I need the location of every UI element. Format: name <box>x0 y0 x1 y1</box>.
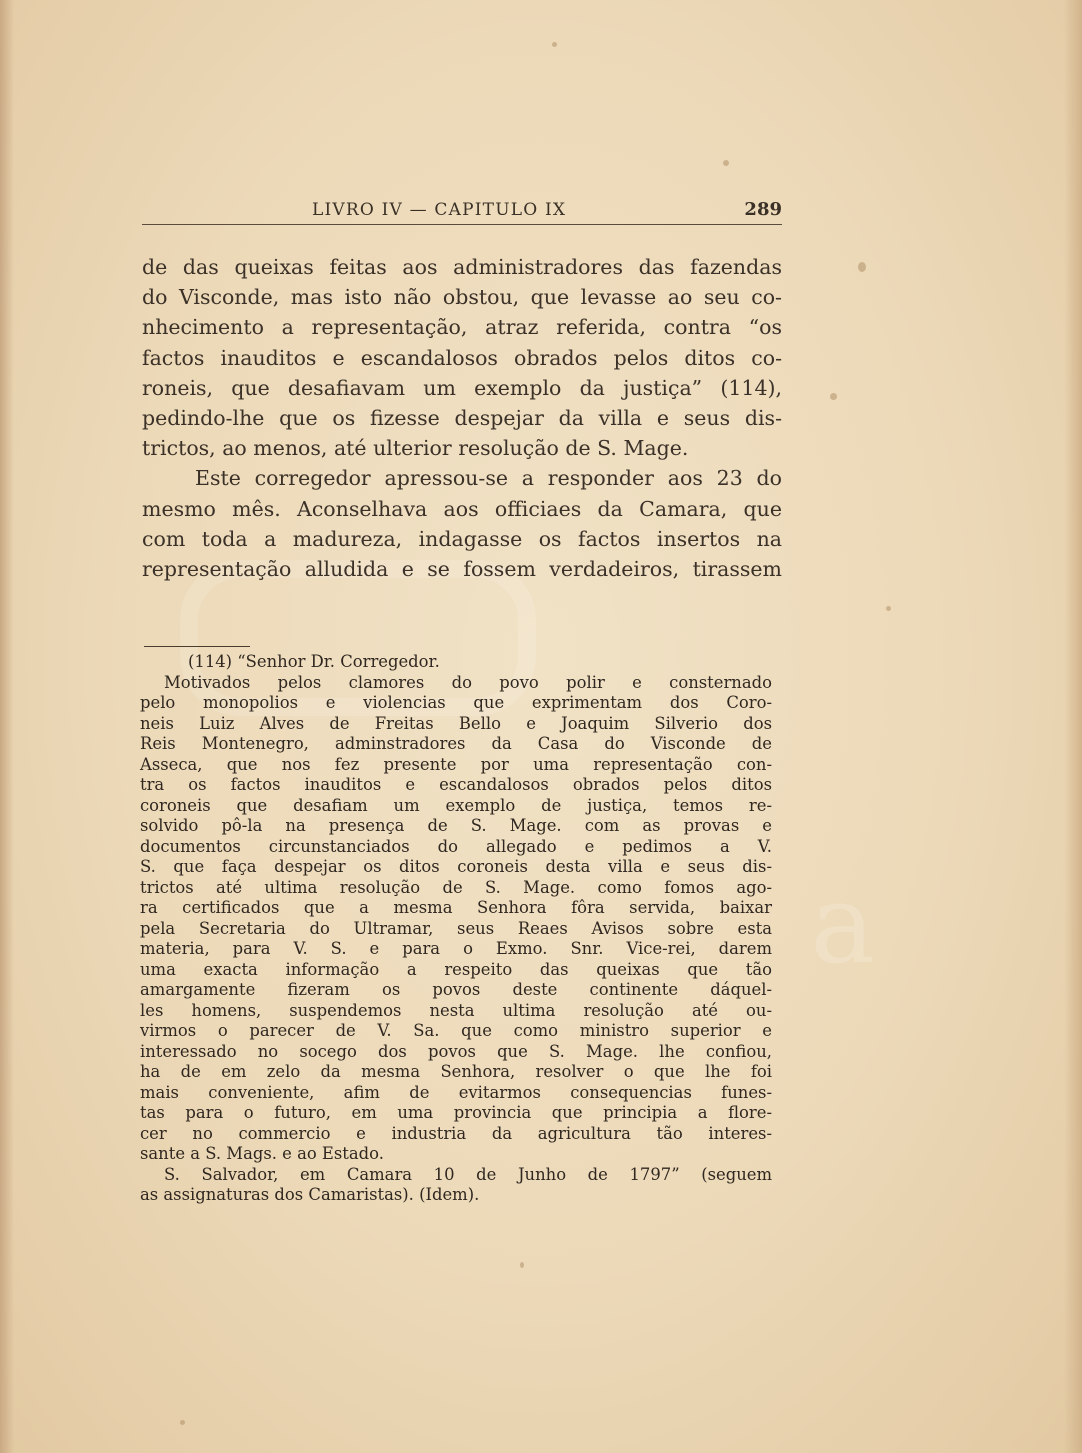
page-edge-left <box>0 0 14 1453</box>
body-line: factos inauditos e escandalosos obrados pelos ditos co- <box>142 345 782 370</box>
watermark-letter: a <box>810 860 876 988</box>
footnote-line: sante a S. Mags. e ao Estado. <box>140 1144 384 1163</box>
body-line: representação alludida e se fossem verdadeiros, tirassem <box>142 556 782 581</box>
body-line: do Visconde, mas isto não obstou, que levasse ao seu co- <box>142 285 782 310</box>
body-line: pedindo-lhe que os fizesse despejar da villa e seus dis- <box>142 405 782 430</box>
footnote-line: pelo monopolios e violencias que exprimentam dos Coro- <box>140 693 772 712</box>
footnote-line: Motivados pelos clamores do povo polir e consternado <box>164 672 772 692</box>
footnote-line: neis Luiz Alves de Freitas Bello e Joaquim Silverio dos <box>140 713 772 733</box>
page-edge-right <box>1064 0 1082 1453</box>
footnote-line: coroneis que desafiam um exemplo de justiça, temos re- <box>140 795 772 815</box>
footnote-114 <box>140 652 772 1206</box>
page-number: 289 <box>744 199 782 220</box>
paper-speck <box>886 606 891 611</box>
footnote-line: (114) “Senhor Dr. Corregedor. <box>188 652 440 671</box>
running-header <box>142 196 782 226</box>
footnote-line: as assignaturas dos Camaristas). (Idem). <box>140 1185 480 1204</box>
footnote-line: S. Salvador, em Camara 10 de Junho de 1797” (seguem <box>164 1164 772 1184</box>
footnote-line: solvido pô-la na presença de S. Mage. com as provas e <box>140 816 772 835</box>
footnote-line: mais conveniente, afim de evitarmos consequencias funes- <box>140 1082 772 1102</box>
footnote-line: pela Secretaria do Ultramar, seus Reaes Avisos sobre esta <box>140 918 772 938</box>
footnote-line: les homens, suspendemos nesta ultima resolução até ou- <box>140 1000 772 1020</box>
body-line: com toda a madureza, indagasse os factos insertos na <box>142 526 782 551</box>
footnote-line: tra os factos inauditos e escandalosos obrados pelos ditos <box>140 775 772 794</box>
paper-speck <box>552 42 557 47</box>
header-rule <box>142 224 782 225</box>
body-line: mesmo mês. Aconselhava aos officiaes da Camara, que <box>142 496 782 521</box>
footnote-line: Asseca, que nos fez presente por uma representação con- <box>140 754 772 774</box>
footnote-line: materia, para V. S. e para o Exmo. Snr. Vice-rei, darem <box>140 939 772 958</box>
body-line: trictos, ao menos, até ulterior resolução de S. Mage. <box>142 436 689 461</box>
footnote-line: documentos circunstanciados do allegado e pedimos a V. <box>140 836 772 856</box>
footnote-line: interessado no socego dos povos que S. Mage. lhe confiou, <box>140 1041 772 1061</box>
footnote-line: ra certificados que a mesma Senhora fôra servida, baixar <box>140 898 772 917</box>
body-line: de das queixas feitas aos administradores das fazendas <box>142 255 782 279</box>
body-line: roneis, que desafiavam um exemplo da justiça” (114), <box>142 375 782 400</box>
footnote-line: ha de em zelo da mesma Senhora, resolver o que lhe foi <box>140 1062 772 1081</box>
footnote-line: uma exacta informação a respeito das queixas que tão <box>140 959 772 979</box>
body-line: Este corregedor apressou-se a responder aos 23 do <box>195 466 782 491</box>
paper-speck <box>858 262 866 272</box>
running-head-title: LIVRO IV — CAPITULO IX <box>312 200 567 220</box>
paper-speck <box>723 160 729 166</box>
footnote-line: trictos até ultima resolução de S. Mage. como fomos ago- <box>140 877 772 897</box>
footnote-line: S. que faça despejar os ditos coroneis desta villa e seus dis- <box>140 857 772 876</box>
footnote-line: cer no commercio e industria da agricultura tão interes- <box>140 1123 772 1143</box>
paper-speck <box>520 1262 524 1268</box>
footnote-line: tas para o futuro, em uma provincia que principia a flore- <box>140 1103 772 1122</box>
footnote-rule <box>144 646 250 647</box>
footnote-line: Reis Montenegro, adminstradores da Casa do Visconde de <box>140 734 772 753</box>
body-text <box>142 252 782 584</box>
paper-speck <box>180 1420 185 1425</box>
footnote-line: virmos o parecer de V. Sa. que como ministro superior e <box>140 1021 772 1040</box>
body-line: nhecimento a representação, atraz referida, contra “os <box>142 315 782 340</box>
paper-speck <box>830 393 837 400</box>
footnote-line: amargamente fizeram os povos deste continente dáquel- <box>140 980 772 999</box>
